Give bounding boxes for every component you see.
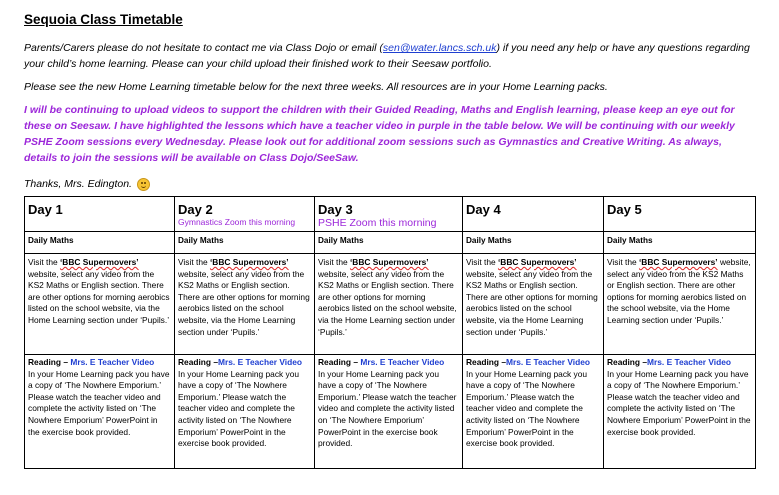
maths-cell [25,254,175,355]
day-label: Day 1 [28,202,63,217]
reading-cell [604,355,756,469]
maths-cell [315,254,463,355]
day-label: Day 2 [178,202,213,217]
document-title: Sequoia Class Timetable [24,12,183,27]
day-note: Gymnastics Zoom this morning [178,217,296,227]
reading-label: Reading – [607,357,648,367]
videos-notice-paragraph: I will be continuing to upload videos to support the children with their Guided Reading, Maths and English learning, please keep an eye out for these on Seesaw. I have highlighted the lessons which have a teacher video in purple in the table below. We will be continuing with our weekly PSHE Zoom sessions every Wednesday. Please look out for additional zoom sessions such as Gymnastics and Creative Writing. As always, details to join the sessions will be available on Class Dojo/SeeSaw. [24,104,735,164]
maths-text: website, select any video from the KS2 Maths or English section. There are other options for morning aerobics listed on the school website, via the Home Learning section under ‘Pupils.’ [28,268,170,325]
contact-text-start: Parents/Carers please do not hesitate to contact me via Class Dojo or email ( [24,42,383,54]
signoff-paragraph [24,176,754,192]
reading-text: In your Home Learning pack you have a copy of ‘The Nowhere Emporium.’ Please watch the teacher video and complete the activity listed on ‘The Nowhere Emporium’ PowerPoint in the exercise book provided. [28,368,170,437]
day-note: PSHE Zoom this morning [318,217,437,229]
maths-text: Visit the [607,257,639,267]
reading-label: Reading – [178,357,219,367]
table-row [25,232,756,254]
contact-paragraph [24,40,754,72]
timetable-intro-paragraph: Please see the new Home Learning timetable below for the next three weeks. All resources are in your Home Learning packs. [24,81,608,93]
day-label: Day 5 [607,202,642,217]
reading-text: In your Home Learning pack you have a copy of ‘The Nowhere Emporium.’ Please watch the teacher video and complete the activity listed on ‘The Nowhere Emporium’ PowerPoint in the exercise book provided. [318,368,457,449]
document-body [24,12,754,192]
maths-cell [463,254,604,355]
section-label-cell: Daily Maths [463,232,604,254]
teacher-video-label: Mrs. E Teacher Video [360,357,445,367]
maths-text: website, select any video from the KS2 Maths or English section. There are other options for morning aerobics listed on the school website, via the Home Learning section under ‘Pupils.’ [466,268,598,337]
email-link[interactable]: sen@water.lancs.sch.uk [382,42,497,54]
reading-label: Reading – [28,357,71,367]
contact-text-end: ) if you need any help or have any questions regarding your child’s home learning. Please can your child upload their finished work to their Seesaw portfolio. [24,42,750,70]
table-row [25,355,756,469]
teacher-video-label: Mrs. E Teacher Video [70,357,155,367]
reading-cell [463,355,604,469]
maths-text: Visit the [178,257,210,267]
day-label: Day 4 [466,202,501,217]
day-header-cell [463,197,604,232]
timetable-table [24,196,756,469]
day-header-cell [25,197,175,232]
maths-text: website, select any video from the KS2 Maths or English section. There are other options for morning aerobics listed on the school website, via the Home Learning section under ‘Pupils.’ [178,268,310,337]
maths-text: Visit the [318,257,350,267]
reading-label: Reading – [466,357,507,367]
maths-text: website, select any video from the KS2 Maths or English section. There are other options for morning aerobics listed on the school website, via the Home Learning section under ‘Pupils.’ [607,257,751,325]
signoff-text: Thanks, Mrs. Edington. [24,178,132,190]
reading-text: In your Home Learning pack you have a copy of ‘The Nowhere Emporium.’ Please watch the teacher video and complete the activity listed on ‘The Nowhere Emporium’ PowerPoint in the exercise book provided. [466,368,588,449]
section-label-cell: Daily Maths [25,232,175,254]
reading-label: Reading – [318,357,361,367]
section-label-cell: Daily Maths [604,232,756,254]
maths-resource: ‘BBC Supermovers’ [638,257,718,267]
section-label-cell: Daily Maths [315,232,463,254]
teacher-video-label: Mrs. E Teacher Video [218,357,302,367]
table-row [25,254,756,355]
teacher-video-label: Mrs. E Teacher Video [506,357,590,367]
maths-text: Visit the [28,257,60,267]
reading-cell [315,355,463,469]
day-header-cell [315,197,463,232]
smiley-face-icon [137,178,150,191]
day-label: Day 3 [318,202,353,217]
day-header-cell [604,197,756,232]
day-header-cell [175,197,315,232]
maths-resource: ‘BBC Supermovers’ [59,257,139,267]
reading-cell [175,355,315,469]
teacher-video-label: Mrs. E Teacher Video [647,357,731,367]
maths-text: Visit the [466,257,498,267]
table-row [25,197,756,232]
maths-text: website, select any video from the KS2 Maths or English section. There are other options for morning aerobics listed on the school website, via the Home Learning section under ‘Pupils.’ [318,268,457,337]
reading-text: In your Home Learning pack you have a copy of ‘The Nowhere Emporium.’ Please watch the teacher video and complete the activity listed on ‘The Nowhere Emporium’ PowerPoint in the exercise book provided. [178,368,300,449]
maths-cell [604,254,756,355]
maths-cell [175,254,315,355]
reading-cell [25,355,175,469]
reading-text: In your Home Learning pack you have a copy of ‘The Nowhere Emporium.’ Please watch the teacher video and complete the activity listed on ‘The Nowhere Emporium’ PowerPoint in the exercise book provided. [607,368,751,437]
maths-resource: ‘BBC Supermovers’ [209,257,289,267]
maths-resource: ‘BBC Supermovers’ [349,257,429,267]
section-label-cell: Daily Maths [175,232,315,254]
maths-resource: ‘BBC Supermovers’ [497,257,577,267]
